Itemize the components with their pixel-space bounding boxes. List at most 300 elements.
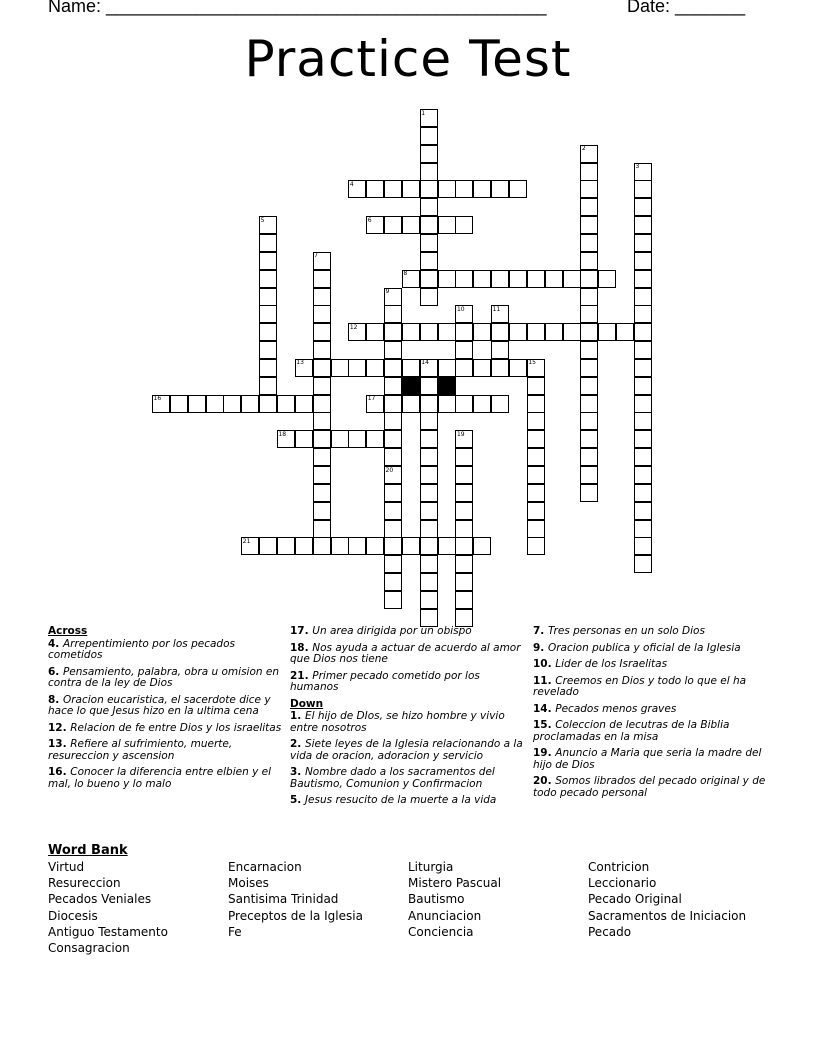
grid-cell[interactable] <box>313 288 331 306</box>
grid-cell[interactable] <box>634 537 652 555</box>
grid-cell[interactable] <box>455 555 473 573</box>
grid-cell[interactable] <box>438 359 456 377</box>
grid-cell[interactable] <box>259 305 277 323</box>
grid-cell[interactable] <box>420 234 438 252</box>
grid-cell[interactable] <box>527 520 545 538</box>
grid-cell[interactable] <box>580 180 598 198</box>
grid-cell[interactable] <box>348 537 366 555</box>
grid-cell[interactable] <box>331 537 349 555</box>
grid-cell[interactable] <box>420 270 438 288</box>
grid-cell[interactable] <box>580 359 598 377</box>
grid-cell[interactable] <box>527 430 545 448</box>
word-bank-item: Pecado <box>588 924 632 939</box>
grid-cell[interactable] <box>438 537 456 555</box>
grid-cell[interactable] <box>563 323 581 341</box>
clue-number: 10. <box>533 658 556 670</box>
grid-cell[interactable] <box>616 323 634 341</box>
word-bank-item: Pecado Original <box>588 892 682 907</box>
clue-number: 5. <box>290 794 305 806</box>
clues-column-2 <box>290 626 525 812</box>
grid-cell[interactable] <box>509 270 527 288</box>
clue-text: Primer pecado cometido por los humanos <box>290 669 480 693</box>
clue-number: 9. <box>533 641 548 654</box>
grid-cell[interactable] <box>455 359 473 377</box>
grid-cell[interactable] <box>455 484 473 502</box>
grid-cell[interactable] <box>634 216 652 234</box>
clue-number: 16. <box>48 766 71 778</box>
grid-cell[interactable] <box>313 520 331 538</box>
grid-cell[interactable] <box>384 573 402 591</box>
grid-cell[interactable] <box>580 377 598 395</box>
grid-cell[interactable] <box>438 323 456 341</box>
grid-cell[interactable] <box>277 537 295 555</box>
grid-cell[interactable] <box>491 395 509 413</box>
grid-cell[interactable] <box>384 537 402 555</box>
grid-cell[interactable] <box>473 180 491 198</box>
grid-cell[interactable] <box>634 234 652 252</box>
black-square <box>438 377 456 395</box>
clue-text: Nombre dado a los sacramentos del Bautismo, Comunion y Confirmacion <box>290 766 495 790</box>
grid-cell[interactable] <box>527 270 545 288</box>
grid-cell[interactable] <box>634 430 652 448</box>
clues-column-3 <box>533 626 768 804</box>
word-bank-item: Pecados Veniales <box>48 892 152 907</box>
grid-cell[interactable] <box>384 377 402 395</box>
grid-cell[interactable] <box>598 323 616 341</box>
date-field: Date: _______ <box>627 0 746 16</box>
clue-number: 6. <box>48 665 63 678</box>
grid-cell[interactable] <box>491 341 509 359</box>
down-clue <box>533 720 768 743</box>
grid-cell[interactable] <box>420 466 438 484</box>
grid-cell[interactable] <box>580 270 598 288</box>
grid-cell[interactable] <box>634 448 652 466</box>
clue-number: 16 <box>153 395 162 403</box>
grid-cell[interactable] <box>259 234 277 252</box>
clue-text: Creemos en Dios y todo lo que el ha revelado <box>533 674 747 698</box>
name-field: Name: ____________________________________________ <box>48 0 547 16</box>
grid-cell[interactable] <box>634 466 652 484</box>
grid-cell[interactable] <box>384 520 402 538</box>
grid-cell[interactable] <box>420 216 438 234</box>
grid-cell[interactable] <box>580 341 598 359</box>
word-bank-item: Liturgia <box>408 860 454 874</box>
grid-cell[interactable] <box>455 216 473 234</box>
grid-cell[interactable] <box>313 484 331 502</box>
grid-cell[interactable] <box>170 395 188 413</box>
grid-cell[interactable] <box>438 270 456 288</box>
grid-cell[interactable] <box>384 502 402 520</box>
clue-number: 10 <box>456 305 465 313</box>
grid-cell[interactable] <box>348 430 366 448</box>
clue-text: Coleccion de lecutras de la Biblia proclamadas en la misa <box>533 719 730 743</box>
grid-cell[interactable] <box>366 537 384 555</box>
grid-cell[interactable] <box>455 502 473 520</box>
grid-cell[interactable] <box>455 395 473 413</box>
word-bank-item: Diocesis <box>48 908 98 923</box>
grid-cell[interactable] <box>259 359 277 377</box>
grid-cell[interactable] <box>420 573 438 591</box>
down-clue <box>290 795 525 807</box>
across-clue <box>48 695 283 718</box>
grid-cell[interactable] <box>545 323 563 341</box>
grid-cell[interactable] <box>634 395 652 413</box>
grid-cell[interactable] <box>313 430 331 448</box>
word-bank-item: Leccionario <box>588 876 657 891</box>
grid-cell[interactable] <box>420 145 438 163</box>
clue-number: 13 <box>296 359 304 367</box>
grid-cell[interactable] <box>420 412 438 430</box>
grid-cell[interactable] <box>384 412 402 430</box>
grid-cell[interactable] <box>384 395 402 413</box>
word-bank-item: Sacramentos de Iniciacion <box>588 908 747 923</box>
clue-number: 8. <box>48 693 63 706</box>
grid-cell[interactable] <box>634 252 652 270</box>
across-clue <box>290 643 525 666</box>
word-bank-item: Mistero Pascual <box>408 876 502 891</box>
clue-number: 20. <box>533 775 556 787</box>
grid-cell[interactable] <box>473 359 491 377</box>
clue-number: 7 <box>314 252 318 260</box>
clue-text: Nos ayuda a actuar de acuerdo al amor que Dios nos tiene <box>290 641 521 665</box>
word-bank-item: Santisima Trinidad <box>228 892 339 907</box>
grid-cell[interactable] <box>473 537 491 555</box>
grid-cell[interactable] <box>241 395 259 413</box>
clue-number: 19 <box>456 430 465 438</box>
grid-cell[interactable] <box>438 395 456 413</box>
clue-text: Relacion de fe entre Dios y los israelitas <box>70 721 282 734</box>
down-clue <box>533 776 768 799</box>
grid-cell[interactable] <box>580 430 598 448</box>
clue-text: Jesus resucito de la muerte a la vida <box>304 794 497 806</box>
grid-cell[interactable] <box>527 412 545 430</box>
grid-cell[interactable] <box>473 323 491 341</box>
down-clue <box>533 676 768 699</box>
clue-number: 3. <box>290 766 305 778</box>
grid-cell[interactable] <box>384 359 402 377</box>
grid-cell[interactable] <box>580 216 598 234</box>
grid-cell[interactable] <box>384 216 402 234</box>
grid-cell[interactable] <box>384 305 402 323</box>
grid-cell[interactable] <box>527 395 545 413</box>
grid-cell[interactable] <box>580 163 598 181</box>
across-clue <box>290 626 525 638</box>
grid-cell[interactable] <box>259 341 277 359</box>
grid-cell[interactable] <box>206 395 224 413</box>
grid-cell[interactable] <box>420 430 438 448</box>
clue-text: Arrepentimiento por los pecados cometidos <box>48 637 235 661</box>
word-bank-item: Preceptos de la Iglesia <box>228 908 363 923</box>
clue-text: Somos librados del pecado original y de todo pecado personal <box>533 775 766 799</box>
clues-column-1 <box>48 626 283 795</box>
down-clue <box>533 659 768 671</box>
page-title: Practice Test <box>244 30 572 88</box>
grid-cell[interactable] <box>366 430 384 448</box>
grid-cell[interactable] <box>455 341 473 359</box>
grid-cell[interactable] <box>313 359 331 377</box>
clue-number: 13. <box>48 738 71 750</box>
grid-cell[interactable] <box>313 305 331 323</box>
clue-text: Tres personas en un solo Dios <box>547 625 705 637</box>
grid-cell[interactable] <box>420 180 438 198</box>
grid-cell[interactable] <box>634 359 652 377</box>
clue-number: 2. <box>290 738 305 750</box>
grid-cell[interactable] <box>402 359 420 377</box>
black-square <box>402 377 420 395</box>
grid-cell[interactable] <box>634 412 652 430</box>
grid-cell[interactable] <box>455 573 473 591</box>
word-bank-item: Consagracion <box>48 941 130 955</box>
clue-number: 2 <box>581 145 586 153</box>
grid-cell[interactable] <box>384 591 402 609</box>
down-clue <box>533 704 768 716</box>
clue-number: 18 <box>278 430 287 438</box>
grid-cell[interactable] <box>420 520 438 538</box>
grid-cell[interactable] <box>259 323 277 341</box>
grid-cell[interactable] <box>598 270 616 288</box>
clue-number: 21 <box>242 537 251 545</box>
grid-cell[interactable] <box>331 430 349 448</box>
clue-number: 11. <box>533 674 556 687</box>
clue-text: Oracion eucaristica, el sacerdote dice y hace lo que Jesus hizo en la ultima cena <box>48 693 271 717</box>
grid-cell[interactable] <box>384 341 402 359</box>
clue-text: Pensamiento, palabra, obra u omision en contra de la ley de Dios <box>48 665 279 689</box>
across-clue <box>48 667 283 690</box>
grid-cell[interactable] <box>527 502 545 520</box>
grid-cell[interactable] <box>295 395 313 413</box>
grid-cell[interactable] <box>527 377 545 395</box>
clue-text: Refiere al sufrimiento, muerte, resureccion y ascension <box>48 738 233 762</box>
grid-cell[interactable] <box>509 180 527 198</box>
clue-number: 12. <box>48 721 71 734</box>
clue-text: Un area dirigida por un obispo <box>312 625 472 637</box>
clue-text: Conocer la diferencia entre elbien y el mal, lo bueno y lo malo <box>48 766 271 790</box>
grid-cell[interactable] <box>634 377 652 395</box>
grid-cell[interactable] <box>420 127 438 145</box>
grid-cell[interactable] <box>420 537 438 555</box>
grid-cell[interactable] <box>366 323 384 341</box>
clue-number: 18. <box>290 641 313 654</box>
clue-number: 5 <box>260 216 265 224</box>
grid-cell[interactable] <box>580 288 598 306</box>
grid-cell[interactable] <box>259 377 277 395</box>
grid-cell[interactable] <box>313 466 331 484</box>
clue-number: 4 <box>349 180 354 188</box>
down-clue <box>290 711 525 734</box>
grid-cell[interactable] <box>634 180 652 198</box>
grid-cell[interactable] <box>384 430 402 448</box>
grid-cell[interactable] <box>313 502 331 520</box>
grid-cell[interactable] <box>634 502 652 520</box>
grid-cell[interactable] <box>634 341 652 359</box>
grid-cell[interactable] <box>348 359 366 377</box>
grid-cell[interactable] <box>402 216 420 234</box>
grid-cell[interactable] <box>402 537 420 555</box>
clue-number: 20 <box>385 466 394 474</box>
grid-cell[interactable] <box>527 537 545 555</box>
grid-cell[interactable] <box>420 163 438 181</box>
across-clue <box>290 671 525 694</box>
grid-cell[interactable] <box>473 395 491 413</box>
grid-cell[interactable] <box>259 395 277 413</box>
grid-cell[interactable] <box>420 252 438 270</box>
grid-cell[interactable] <box>455 466 473 484</box>
grid-cell[interactable] <box>420 377 438 395</box>
grid-cell[interactable] <box>491 359 509 377</box>
clue-number: 14 <box>421 359 429 367</box>
grid-cell[interactable] <box>455 323 473 341</box>
grid-cell[interactable] <box>420 448 438 466</box>
grid-cell[interactable] <box>491 270 509 288</box>
grid-cell[interactable] <box>527 448 545 466</box>
grid-cell[interactable] <box>545 270 563 288</box>
grid-cell[interactable] <box>420 484 438 502</box>
grid-cell[interactable] <box>295 430 313 448</box>
grid-cell[interactable] <box>295 537 313 555</box>
grid-cell[interactable] <box>420 591 438 609</box>
grid-cell[interactable] <box>277 395 295 413</box>
clue-number: 21. <box>290 669 313 682</box>
grid-cell[interactable] <box>313 377 331 395</box>
grid-cell[interactable] <box>420 502 438 520</box>
grid-cell[interactable] <box>313 270 331 288</box>
grid-cell[interactable] <box>313 395 331 413</box>
clue-number: 19. <box>533 747 556 759</box>
grid-cell[interactable] <box>259 288 277 306</box>
clue-number: 4. <box>48 637 63 650</box>
word-bank-item: Encarnacion <box>228 860 302 874</box>
grid-cell[interactable] <box>366 359 384 377</box>
clue-text: Lider de los Israelitas <box>555 658 668 670</box>
grid-cell[interactable] <box>438 216 456 234</box>
word-bank-item: Virtud <box>48 860 85 874</box>
grid-cell[interactable] <box>580 323 598 341</box>
grid-cell[interactable] <box>259 270 277 288</box>
grid-cell[interactable] <box>509 359 527 377</box>
grid-cell[interactable] <box>313 412 331 430</box>
grid-cell[interactable] <box>527 466 545 484</box>
across-clue <box>48 739 283 762</box>
grid-cell[interactable] <box>634 484 652 502</box>
grid-cell[interactable] <box>313 341 331 359</box>
grid-cell[interactable] <box>313 323 331 341</box>
across-clue <box>48 639 283 662</box>
word-bank-item: Bautismo <box>408 892 465 907</box>
grid-cell[interactable] <box>420 555 438 573</box>
grid-cell[interactable] <box>527 484 545 502</box>
grid-cell[interactable] <box>634 520 652 538</box>
word-bank-item: Fe <box>228 924 242 939</box>
grid-cell[interactable] <box>384 484 402 502</box>
grid-cell[interactable] <box>313 537 331 555</box>
grid-cell[interactable] <box>455 591 473 609</box>
grid-cell[interactable] <box>420 198 438 216</box>
grid-cell[interactable] <box>402 395 420 413</box>
grid-cell[interactable] <box>455 537 473 555</box>
grid-cell[interactable] <box>491 180 509 198</box>
grid-cell[interactable] <box>420 323 438 341</box>
clue-number: 1 <box>421 109 426 117</box>
grid-cell[interactable] <box>402 323 420 341</box>
word-bank-item: Anunciacion <box>408 908 482 923</box>
grid-cell[interactable] <box>527 323 545 341</box>
grid-cell[interactable] <box>420 288 438 306</box>
grid-cell[interactable] <box>491 323 509 341</box>
clue-number: 14. <box>533 702 556 715</box>
grid-cell[interactable] <box>384 180 402 198</box>
grid-cell[interactable] <box>580 412 598 430</box>
grid-cell[interactable] <box>455 180 473 198</box>
grid-cell[interactable] <box>634 555 652 573</box>
clue-text: Anuncio a Maria que seria la madre del hijo de Dios <box>533 747 762 771</box>
grid-cell[interactable] <box>634 288 652 306</box>
clue-number: 7. <box>533 625 548 637</box>
grid-cell[interactable] <box>455 448 473 466</box>
grid-cell[interactable] <box>580 484 598 502</box>
clue-text: Pecados menos graves <box>555 702 677 715</box>
clue-number: 8 <box>403 270 408 278</box>
clue-text: Siete leyes de la Iglesia relacionando a la vida de oracion, adoracion y servicio <box>290 738 523 762</box>
clue-number: 15 <box>528 359 536 367</box>
grid-cell[interactable] <box>438 180 456 198</box>
grid-cell[interactable] <box>313 448 331 466</box>
down-clue <box>533 643 768 655</box>
across-clue <box>48 723 283 735</box>
grid-cell[interactable] <box>455 520 473 538</box>
word-bank-item: Contricion <box>588 860 650 874</box>
grid-cell[interactable] <box>580 395 598 413</box>
clue-text: Oracion publica y oficial de la Iglesia <box>547 641 741 654</box>
grid-cell[interactable] <box>402 180 420 198</box>
grid-cell[interactable] <box>580 252 598 270</box>
down-heading: Down <box>290 697 324 710</box>
grid-cell[interactable] <box>473 270 491 288</box>
word-bank-item: Resureccion <box>48 876 121 891</box>
word-bank-item: Conciencia <box>408 924 474 939</box>
grid-cell[interactable] <box>634 305 652 323</box>
clue-number: 12 <box>349 323 358 331</box>
grid-cell[interactable] <box>259 252 277 270</box>
grid-cell[interactable] <box>580 234 598 252</box>
grid-cell[interactable] <box>188 395 206 413</box>
clue-text: El hijo de DIos, se hizo hombre y vivio entre nosotros <box>290 710 505 734</box>
across-clue <box>48 767 283 790</box>
grid-cell[interactable] <box>384 555 402 573</box>
grid-cell[interactable] <box>509 323 527 341</box>
grid-cell[interactable] <box>580 448 598 466</box>
grid-cell[interactable] <box>384 448 402 466</box>
grid-cell[interactable] <box>580 198 598 216</box>
grid-cell[interactable] <box>420 395 438 413</box>
grid-cell[interactable] <box>580 466 598 484</box>
grid-cell[interactable] <box>634 323 652 341</box>
grid-cell[interactable] <box>563 270 581 288</box>
across-heading: Across <box>48 625 88 637</box>
grid-cell[interactable] <box>366 180 384 198</box>
grid-cell[interactable] <box>634 198 652 216</box>
grid-cell[interactable] <box>455 270 473 288</box>
down-clue <box>533 748 768 771</box>
grid-cell[interactable] <box>331 359 349 377</box>
grid-cell[interactable] <box>634 270 652 288</box>
grid-cell[interactable] <box>259 537 277 555</box>
clue-number: 11 <box>492 305 501 313</box>
word-bank-item: Moises <box>228 876 269 891</box>
grid-cell[interactable] <box>580 305 598 323</box>
clue-number: 17 <box>367 395 376 403</box>
grid-cell[interactable] <box>223 395 241 413</box>
grid-cell[interactable] <box>384 323 402 341</box>
